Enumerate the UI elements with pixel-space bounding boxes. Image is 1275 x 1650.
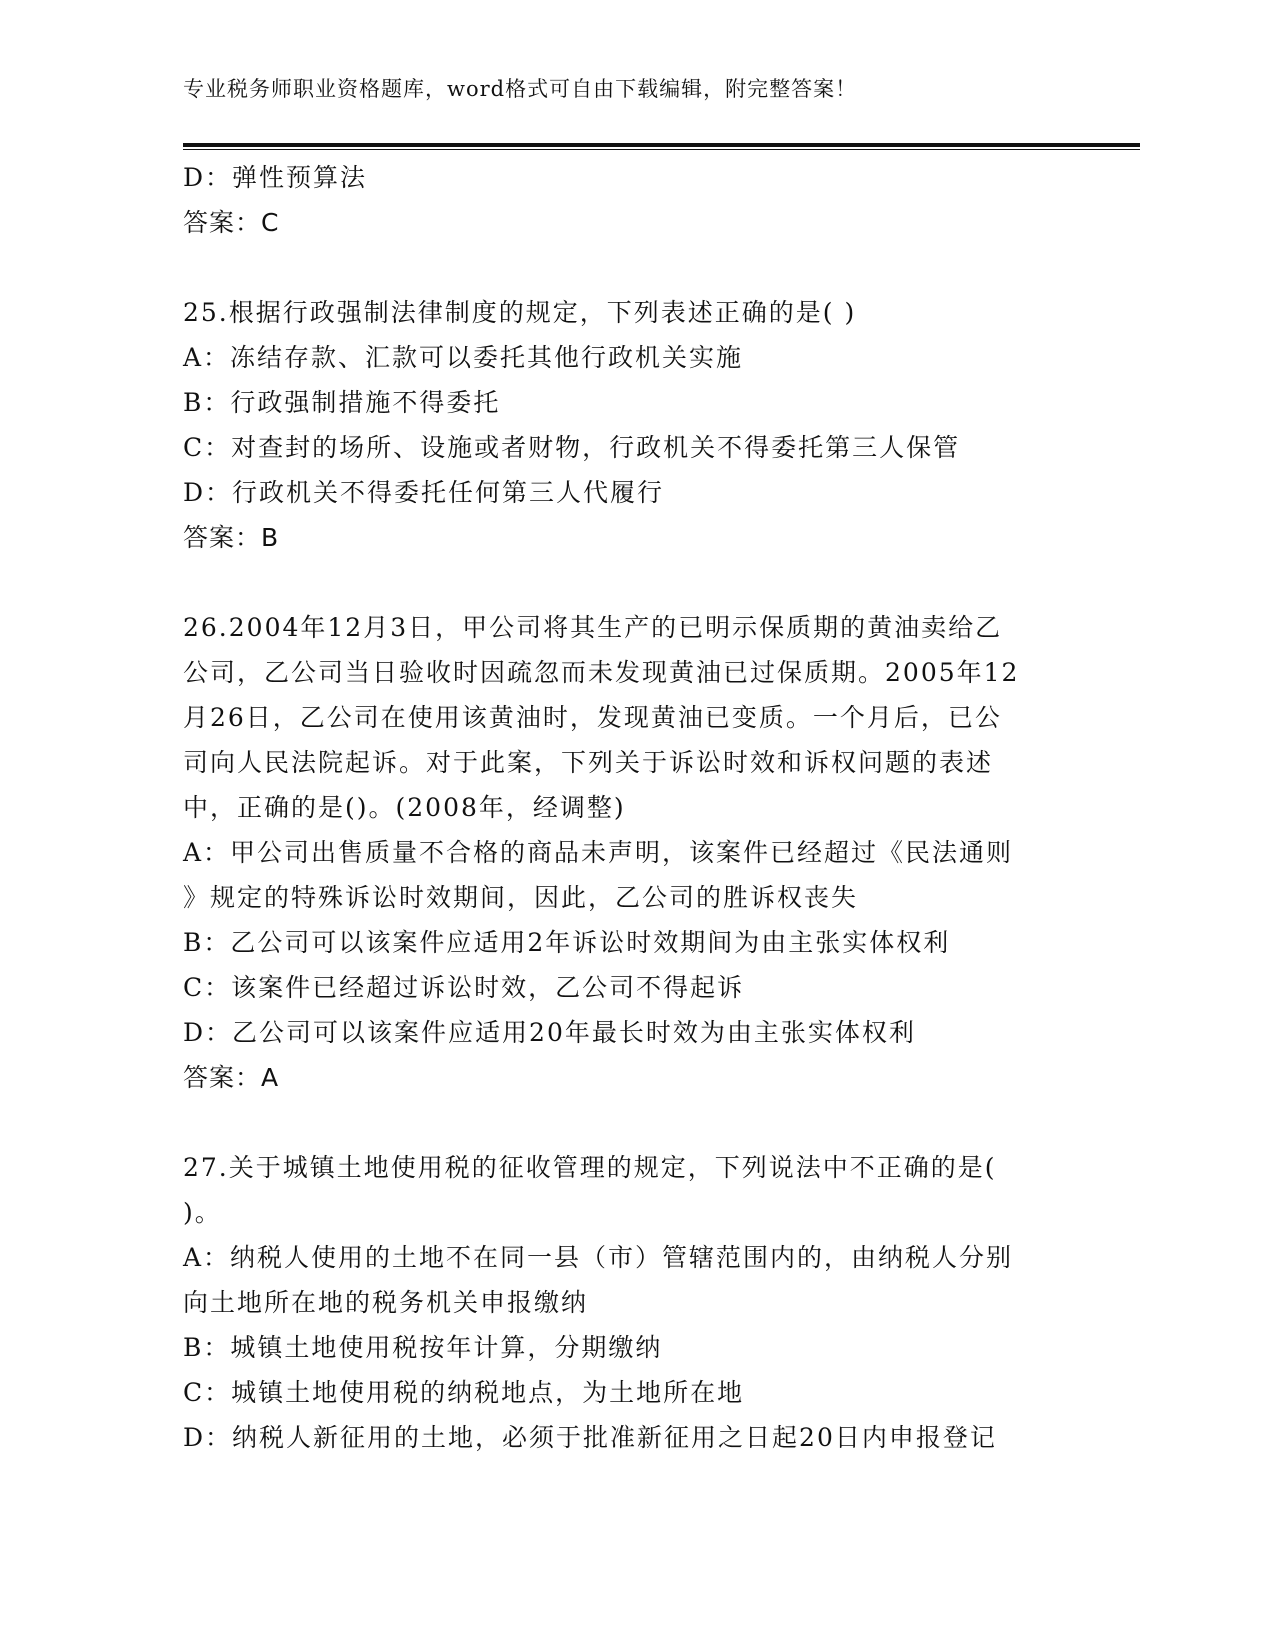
option-a-line: A：纳税人使用的土地不在同一县（市）管辖范围内的，由纳税人分别 <box>183 1243 1014 1272</box>
option-c: C：该案件已经超过诉讼时效，乙公司不得起诉 <box>183 973 745 1002</box>
question-24-tail <box>183 155 1063 245</box>
question-stem: 25.根据行政强制法律制度的规定，下列表述正确的是( ) <box>183 298 857 327</box>
option-b: B：乙公司可以该案件应适用2年诉讼时效期间为由主张实体权利 <box>183 928 951 957</box>
document-body <box>183 155 1063 1460</box>
answer: 答案：C <box>183 208 280 237</box>
question-stem-line: 月26日，乙公司在使用该黄油时，发现黄油已变质。一个月后，已公 <box>183 703 1002 732</box>
option-d: D：乙公司可以该案件应适用20年最长时效为由主张实体权利 <box>183 1018 916 1047</box>
question-stem-line: 司向人民法院起诉。对于此案，下列关于诉讼时效和诉权问题的表述 <box>183 748 994 777</box>
spacer <box>183 1100 1063 1145</box>
answer: 答案：B <box>183 523 280 552</box>
option-c: C：城镇土地使用税的纳税地点，为土地所在地 <box>183 1378 745 1407</box>
option-a-line: A：甲公司出售质量不合格的商品未声明，该案件已经超过《民法通则 <box>183 838 1014 867</box>
question-26 <box>183 605 1063 1100</box>
option-d: D：行政机关不得委托任何第三人代履行 <box>183 478 665 507</box>
question-stem-line: 26.2004年12月3日，甲公司将其生产的已明示保质期的黄油卖给乙 <box>183 613 1003 642</box>
question-stem-line: 27.关于城镇土地使用税的征收管理的规定，下列说法中不正确的是( <box>183 1153 997 1182</box>
answer: 答案：A <box>183 1063 280 1092</box>
option-a-line: 向土地所在地的税务机关申报缴纳 <box>183 1288 589 1317</box>
option-a-line: 》规定的特殊诉讼时效期间，因此，乙公司的胜诉权丧失 <box>183 883 859 912</box>
option-d: D：弹性预算法 <box>183 163 368 192</box>
header-rule-thick <box>183 143 1140 147</box>
page-header: 专业税务师职业资格题库，word格式可自由下载编辑，附完整答案！ <box>183 77 858 101</box>
question-25 <box>183 290 1063 560</box>
question-stem-line: 公司，乙公司当日验收时因疏忽而未发现黄油已过保质期。2005年12 <box>183 658 1020 687</box>
question-stem-line: 中，正确的是()。(2008年，经调整) <box>183 793 626 822</box>
option-b: B：行政强制措施不得委托 <box>183 388 501 417</box>
header-rule-thin <box>183 149 1140 150</box>
question-stem-line: )。 <box>183 1198 222 1227</box>
option-b: B：城镇土地使用税按年计算，分期缴纳 <box>183 1333 663 1362</box>
spacer <box>183 560 1063 605</box>
option-a: A：冻结存款、汇款可以委托其他行政机关实施 <box>183 343 744 372</box>
option-c: C：对查封的场所、设施或者财物，行政机关不得委托第三人保管 <box>183 433 961 462</box>
question-27 <box>183 1145 1063 1460</box>
spacer <box>183 245 1063 290</box>
option-d: D：纳税人新征用的土地，必须于批准新征用之日起20日内申报登记 <box>183 1423 997 1452</box>
